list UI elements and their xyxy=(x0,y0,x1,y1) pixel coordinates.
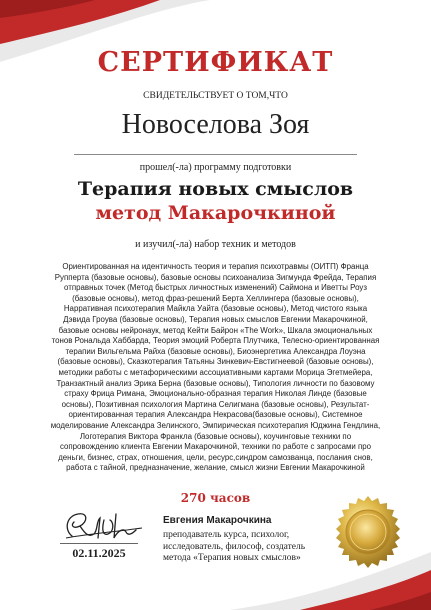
name-underline xyxy=(74,154,357,155)
desc-line: Рупперта (базовые основы), базовые основы психоанализа Зигмунда Фрейда, Терапия xyxy=(54,272,377,282)
desc-line: ориентированная терапия Александра Некрасова(базовые основы), Системное xyxy=(68,410,363,420)
gold-seal-icon xyxy=(330,494,406,570)
desc-line: Транзактный анализ Эрика Берна (базовые основы), Типология личности по базовому xyxy=(56,378,375,388)
signer-role xyxy=(163,530,323,565)
issue-date: 02.11.2025 xyxy=(72,546,126,560)
signature-line xyxy=(60,543,138,544)
desc-line: сопровождению клиента Евгении Макарочкиной, техники по работе с запросами про xyxy=(59,442,372,452)
desc-line: базовые основы нейронаук, метод Кейти Байрон «The Work», Шкала эмоциональных xyxy=(58,325,373,335)
desc-line: Ориентированная на идентичность теория и терапия психотравмы (ОИТП) Франца xyxy=(62,262,369,271)
signer-role-line: исследователь, философ, создатель xyxy=(163,541,306,552)
desc-line: (базовые основы), Сказкотерапия Татьяны Зинкевич-Евстигнеевой (базовые основы), xyxy=(57,357,374,367)
desc-line: тонов Рональда Хаббарда, Теория эмоций Роберта Плутчика, Телесно-ориентированная xyxy=(51,336,380,346)
desc-line: основы), Позитивная психология Мартина Селигмана (базовые основы), Результат- xyxy=(61,399,370,409)
desc-line: моделирование Александра Зелинского, Эмпирическая психотерапия Юджина Гендлина, xyxy=(50,420,381,430)
program-title-line1: Терапия новых смыслов xyxy=(77,178,354,200)
studied-text: и изучил(-ла) набор техник и методов xyxy=(135,239,296,250)
desc-line: (базовые основы), метод фраз-решений Берта Хеллингера (базовые основы), xyxy=(72,293,359,303)
desc-line: Дэвида Гроува (базовые основы), Терапия новых смыслов Евгении Макарочкиной, xyxy=(63,314,368,324)
methods-description xyxy=(40,262,391,474)
desc-line: терапии Вильгельма Райха (базовые основы), Биоэнергетика Александра Лоуэна xyxy=(65,346,366,356)
hours-total: 270 часов xyxy=(180,491,251,505)
recipient-name: Новоселова Зоя xyxy=(121,109,310,140)
certificate-title: СЕРТИФИКАТ xyxy=(97,47,334,78)
desc-line: отправных точек (Метод быстрых личностных изменений) Саймона и Иветты Роуз xyxy=(64,283,367,293)
desc-line: методики работы с метафорическими ассоциативными картами Морица Эгетмейера, xyxy=(58,367,373,377)
program-intro: прошел(-ла) программу подготовки xyxy=(139,162,292,173)
signer-role-line: преподаватель курса, психолог, xyxy=(163,530,290,540)
program-title-line2: метод Макарочкиной xyxy=(95,202,336,224)
desc-line: Нарративная психотерапия Майкла Уайта (базовые основы), Метод чистого языка xyxy=(63,304,368,314)
desc-line: страху Фрица Римана, Эмоционально-образная терапия Николая Линде (базовые xyxy=(64,389,367,399)
attests-text: СВИДЕТЕЛЬСТВУЕТ О ТОМ,ЧТО xyxy=(143,91,288,101)
desc-line: работа с тайной, предназначение, желание, смысл жизни Евгении Макарочкиной xyxy=(66,463,365,473)
signer-name: Евгения Макарочкина xyxy=(163,515,272,526)
signer-role-line: метода «Терапия новых смыслов» xyxy=(163,553,301,563)
desc-line: Логотерапия Виктора Франкла (базовые основы), коучинговые техники по xyxy=(79,431,352,441)
handwritten-signature xyxy=(58,508,148,544)
desc-line: деньги, бизнес, страх, отношения, цели, ресурс,синдром самозванца, послания снов, xyxy=(58,452,373,462)
